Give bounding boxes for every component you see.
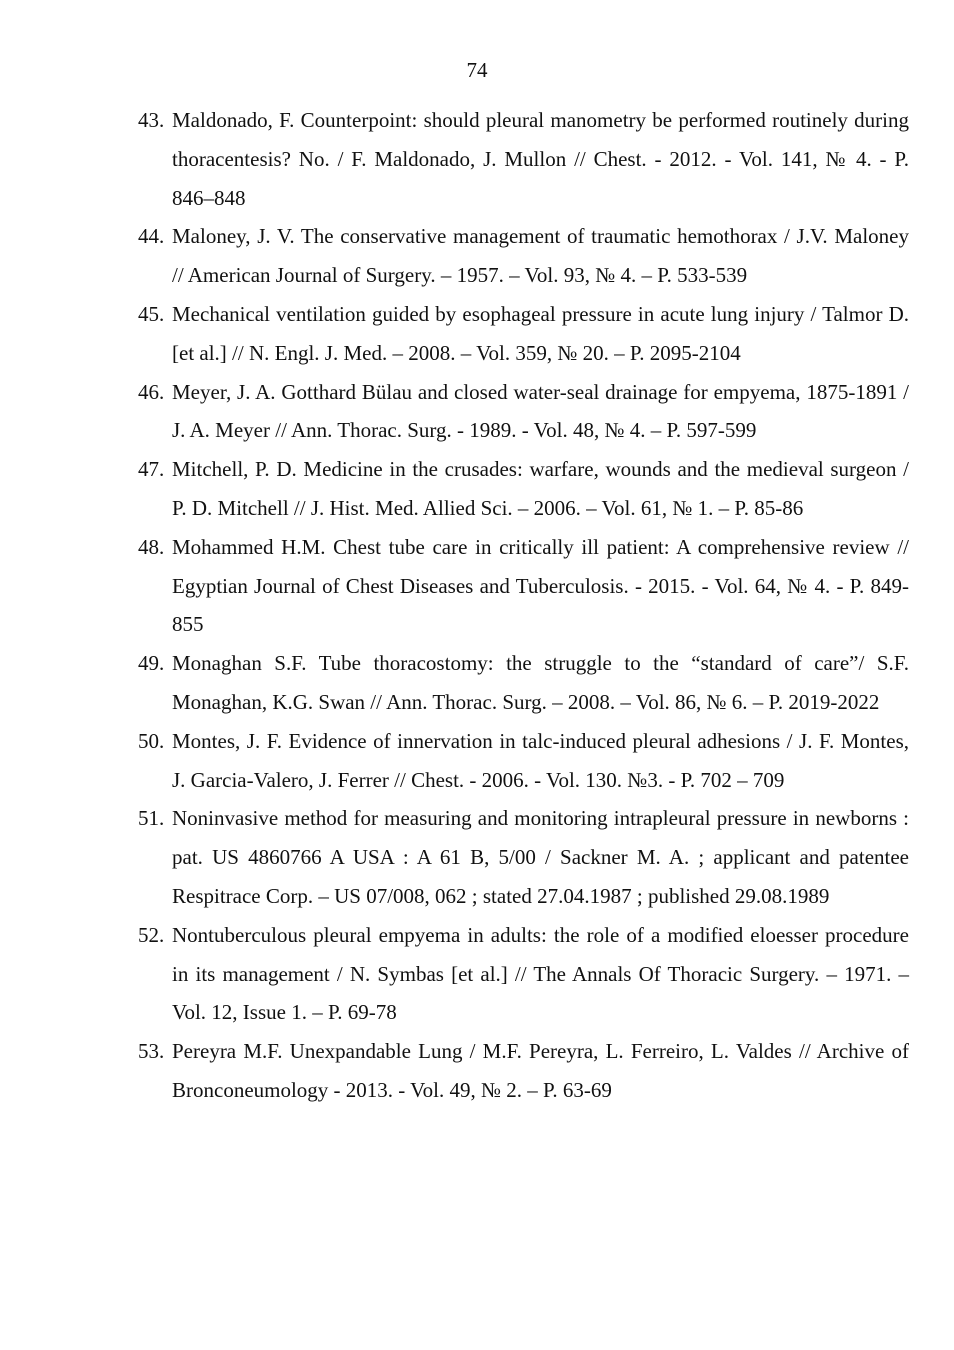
reference-number: 49. [138,651,165,676]
reference-number: 51. [138,806,165,831]
reference-number: 46. [138,379,165,404]
reference-item [138,295,909,373]
reference-number: 47. [138,457,165,482]
reference-item [138,217,909,295]
reference-item [138,644,909,722]
reference-number: 44. [138,224,165,249]
page-number: 74 [466,58,488,82]
reference-text: Meyer, J. A. Gotthard Bülau and closed water-seal drainage for empyema, 1875-1891 / J. A. Meyer // Ann. Thorac. Surg. - 1989. - Vol. 48, № 4. – P. 597-599 [172,379,909,443]
reference-text: Monaghan S.F. Tube thoracostomy: the struggle to the “standard of care”/ S.F. Monaghan, K.G. Swan // Ann. Thorac. Surg. – 2008. – Vol. 86, № 6. – P. 2019-2022 [172,651,909,714]
reference-number: 45. [138,301,165,326]
reference-text: Mohammed H.M. Chest tube care in critically ill patient: A comprehensive review // Egyptian Journal of Chest Diseases and Tuberculosis. - 2015. - Vol. 64, № 4. - P. 849-855 [172,534,909,637]
reference-number: 52. [138,922,165,947]
reference-number: 48. [138,534,165,559]
reference-item [138,450,909,528]
reference-item [138,101,909,217]
reference-text: Maldonado, F. Counterpoint: should pleural manometry be performed routinely during thoracentesis? No. / F. Maldonado, J. Mullon // Chest. - 2012. - Vol. 141, № 4. - P. 846–848 [172,108,909,210]
reference-item [138,373,909,451]
reference-number: 53. [138,1039,165,1064]
reference-list [138,101,909,1110]
reference-text: Pereyra M.F. Unexpandable Lung / M.F. Pereyra, L. Ferreiro, L. Valdes // Archive of Bronconeumology - 2013. - Vol. 49, № 2. – P. 63-69 [172,1039,909,1102]
reference-number: 50. [138,728,165,753]
reference-item [138,722,909,800]
reference-text: Mitchell, P. D. Medicine in the crusades: warfare, wounds and the medieval surgeon / P. D. Mitchell // J. Hist. Med. Allied Sci. – 2006. – Vol. 61, № 1. – P. 85-86 [172,457,909,520]
reference-item [138,916,909,1032]
reference-item [138,528,909,644]
reference-item [138,1032,909,1110]
reference-number: 43. [138,108,165,132]
reference-text: Nontuberculous pleural empyema in adults: the role of a modified eloesser procedure in its management / N. Symbas [et al.] // The Annals Of Thoracic Surgery. – 1971. – Vol. 12, Issue 1. – P. 69-78 [172,922,909,1025]
reference-text: Mechanical ventilation guided by esophageal pressure in acute lung injury / Talmor D. [et al.] // N. Engl. J. Med. – 2008. – Vol. 359, № 20. – P. 2095-2104 [172,301,909,365]
reference-text: Maloney, J. V. The conservative management of traumatic hemothorax / J.V. Maloney // American Journal of Surgery. – 1957. – Vol. 93, № 4. – P. 533-539 [172,224,909,288]
reference-item [138,799,909,915]
reference-text: Noninvasive method for measuring and monitoring intrapleural pressure in newborns : pat. US 4860766 A USA : A 61 B, 5/00 / Sackner M. A. ; applicant and patentee Respitrace Corp. – US 07/008, 062 ; stated 27.04.1987 ; published 29.08.1989 [172,806,909,908]
reference-text: Montes, J. F. Evidence of innervation in talc-induced pleural adhesions / J. F. Montes, J. Garcia-Valero, J. Ferrer // Chest. - 2006. - Vol. 130. №3. - P. 702 – 709 [172,728,909,792]
